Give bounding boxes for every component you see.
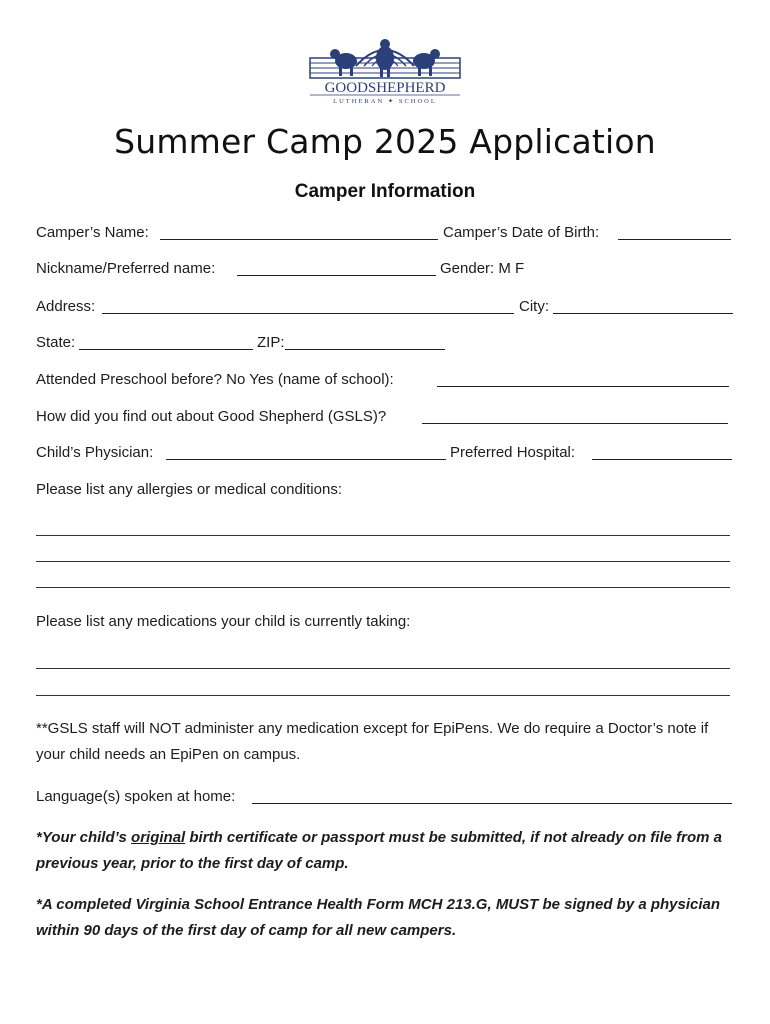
city-label: City: xyxy=(519,298,549,315)
preschool-field[interactable] xyxy=(437,386,729,387)
campers-name-label: Camper’s Name: xyxy=(36,224,149,241)
allergies-label: Please list any allergies or medical conditions: xyxy=(36,481,342,498)
health-form-note: *A completed Virginia School Entrance Health Form MCH 213.G, MUST be signed by a physician within 90 days of the first day of camp for all new campers. xyxy=(36,896,721,939)
allergies-line[interactable] xyxy=(36,535,730,536)
medications-line[interactable] xyxy=(36,668,730,669)
dob-label: Camper’s Date of Birth: xyxy=(443,224,600,241)
find-out-field[interactable] xyxy=(422,423,728,424)
birth-cert-emphasis: original xyxy=(131,829,186,846)
section-title: Camper Information xyxy=(294,181,476,202)
physician-label: Child’s Physician: xyxy=(36,444,154,461)
campers-name-field[interactable] xyxy=(160,239,438,240)
hospital-label: Preferred Hospital: xyxy=(450,444,576,461)
physician-field[interactable] xyxy=(166,459,446,460)
address-field[interactable] xyxy=(102,313,514,314)
state-label: State: xyxy=(36,334,76,351)
logo-subtitle: LUTHERAN ✦ SCHOOL xyxy=(333,98,437,105)
hospital-field[interactable] xyxy=(592,459,732,460)
language-label: Language(s) spoken at home: xyxy=(36,788,236,805)
state-field[interactable] xyxy=(79,349,253,350)
good-shepherd-logo xyxy=(308,36,462,106)
gender-label[interactable]: Gender: M F xyxy=(440,260,525,277)
epipen-note: **GSLS staff will NOT administer any medication except for EpiPens. We do require a Doctor’s note if your child needs an EpiPen on campus. xyxy=(36,720,709,763)
allergies-line[interactable] xyxy=(36,561,730,562)
zip-label: ZIP: xyxy=(257,334,285,351)
birth-cert-prefix: *Your child’s xyxy=(36,829,132,846)
dob-field[interactable] xyxy=(618,239,731,240)
nickname-label: Nickname/Preferred name: xyxy=(36,260,216,277)
birth-cert-suffix: birth certificate or passport must be submitted, if not already on file from a previous year, prior to the first day of camp. xyxy=(36,829,722,872)
zip-field[interactable] xyxy=(285,349,445,350)
medications-label: Please list any medications your child is currently taking: xyxy=(36,613,411,630)
language-field[interactable] xyxy=(252,803,732,804)
birth-certificate-note xyxy=(36,825,736,877)
page-title: Summer Camp 2025 Application xyxy=(114,122,656,161)
city-field[interactable] xyxy=(553,313,733,314)
preschool-label: Attended Preschool before? No Yes (name of school): xyxy=(36,371,394,388)
allergies-line[interactable] xyxy=(36,587,730,588)
address-label: Address: xyxy=(36,298,96,315)
find-out-label: How did you find out about Good Shepherd (GSLS)? xyxy=(36,408,387,425)
logo-wordmark: GOODSHEPHERD xyxy=(324,80,446,96)
medications-line[interactable] xyxy=(36,695,730,696)
nickname-field[interactable] xyxy=(237,275,436,276)
